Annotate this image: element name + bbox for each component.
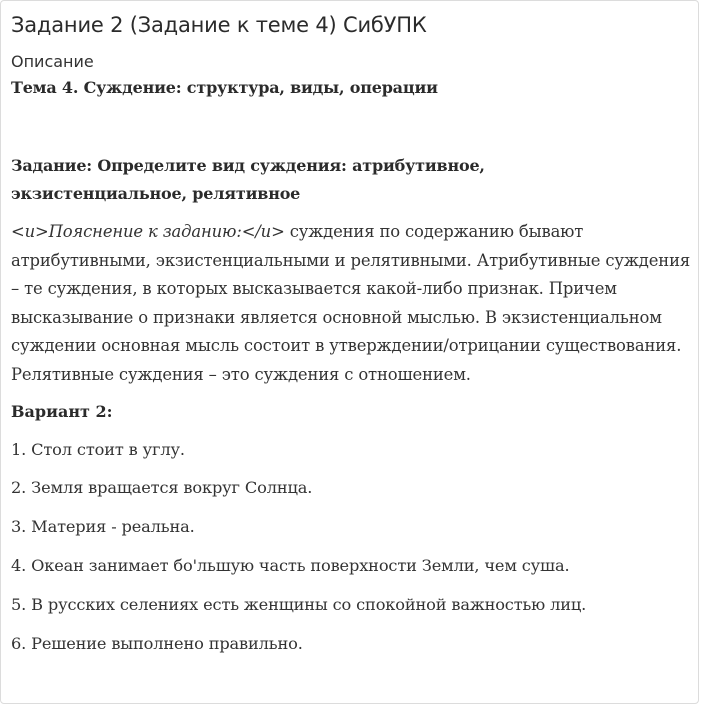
explanation-paragraph [11, 218, 691, 390]
explanation-lead: <u>Пояснение к заданию:</u> [11, 222, 285, 241]
description-label: Описание [11, 52, 94, 71]
list-item-6: 6. Решение выполнено правильно. [11, 633, 303, 653]
list-item-3: 3. Материя - реальна. [11, 517, 195, 537]
list-item-1: 1. Стол стоит в углу. [11, 439, 185, 459]
list-item-4: 4. Океан занимает бо'льшую часть поверхности Земли, чем суша. [11, 555, 570, 575]
list-item-2: 2. Земля вращается вокруг Солнца. [11, 478, 313, 498]
page-title: Задание 2 (Задание к теме 4) СибУПК [11, 13, 427, 37]
list-item-5: 5. В русских селениях есть женщины со спокойной важностью лиц. [11, 594, 587, 614]
explanation-text: суждения по содержанию бывают атрибутивными, экзистенциальными и релятивными. Атрибутивные суждения – те суждения, в которых высказывается какой-либо признак. Причем высказывание о признаки является основной мыслью. В экзистенциальном суждении основная мысль состоит в утверждении/отрицании существования. Релятивные суждения – это суждения с отношением. [11, 222, 691, 384]
variant-heading: Вариант 2: [11, 401, 113, 421]
topic-heading: Тема 4. Суждение: структура, виды, операции [11, 78, 438, 97]
task-content [11, 9, 691, 658]
task-heading: Задание: Определите вид суждения: атрибутивное, экзистенциальное, релятивное [11, 156, 485, 203]
